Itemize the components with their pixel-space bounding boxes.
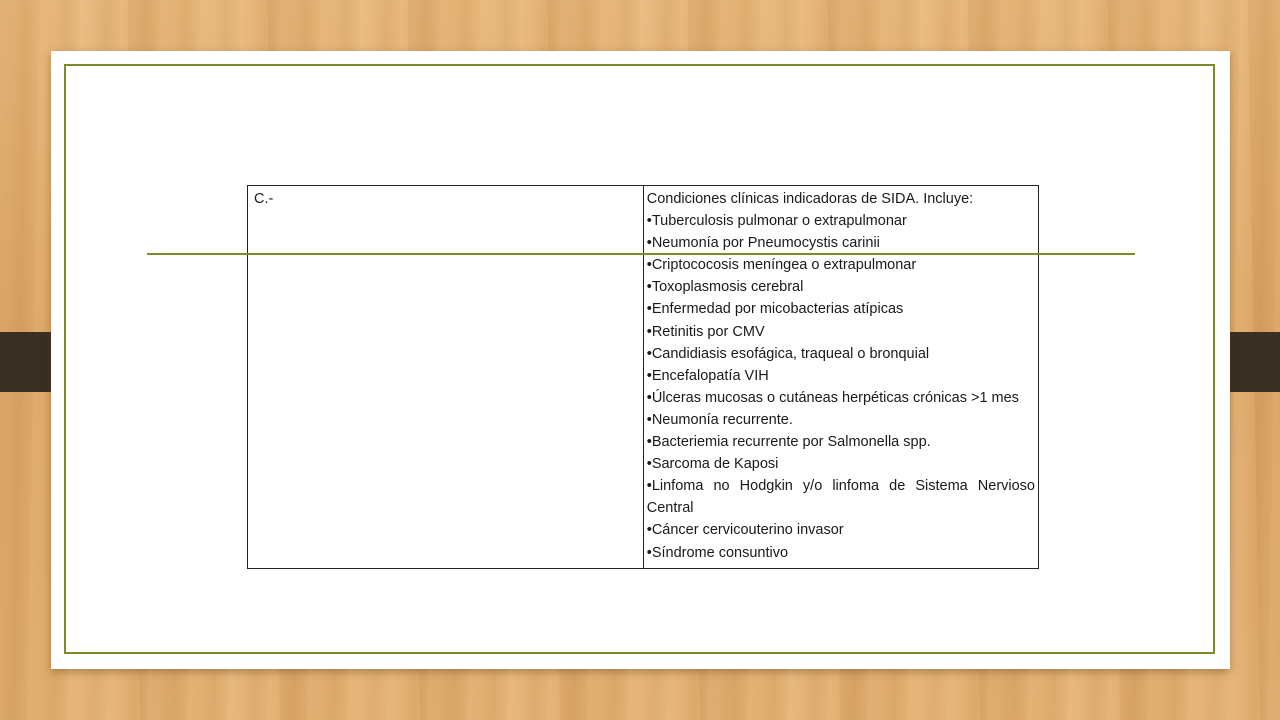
list-item: •Criptococosis meníngea o extrapulmonar (646, 257, 917, 274)
list-item: •Candidiasis esofágica, traqueal o bronquial (646, 345, 930, 362)
conditions-list (647, 210, 1035, 564)
criteria-table (247, 185, 1039, 569)
row-label: C.- (254, 191, 274, 207)
list-item: •Úlceras mucosas o cutáneas herpéticas crónicas >1 mes (646, 389, 1019, 406)
conditions-heading: Condiciones clínicas indicadoras de SIDA. Incluye: (646, 191, 974, 207)
conditions-cell (643, 186, 1038, 569)
list-item: •Síndrome consuntivo (646, 544, 789, 561)
list-item: •Cáncer cervicouterino invasor (646, 522, 844, 539)
table-row (248, 186, 1039, 569)
list-item: •Sarcoma de Kaposi (646, 456, 779, 473)
list-item: •Linfoma no Hodgkin y/o linfoma de Sistema Nervioso Central (646, 478, 1035, 517)
list-item: •Enfermedad por micobacterias atípicas (646, 301, 904, 318)
title-divider-rule (147, 253, 1135, 255)
list-item: •Retinitis por CMV (646, 323, 765, 340)
list-item: •Neumonía recurrente. (646, 411, 793, 428)
list-item: •Encefalopatía VIH (646, 367, 769, 384)
list-item: •Toxoplasmosis cerebral (646, 279, 804, 296)
list-item: •Bacteriemia recurrente por Salmonella spp. (646, 434, 931, 451)
row-label-cell (248, 186, 644, 569)
list-item: •Tuberculosis pulmonar o extrapulmonar (646, 213, 907, 230)
list-item: •Neumonía por Pneumocystis carinii (646, 235, 880, 252)
